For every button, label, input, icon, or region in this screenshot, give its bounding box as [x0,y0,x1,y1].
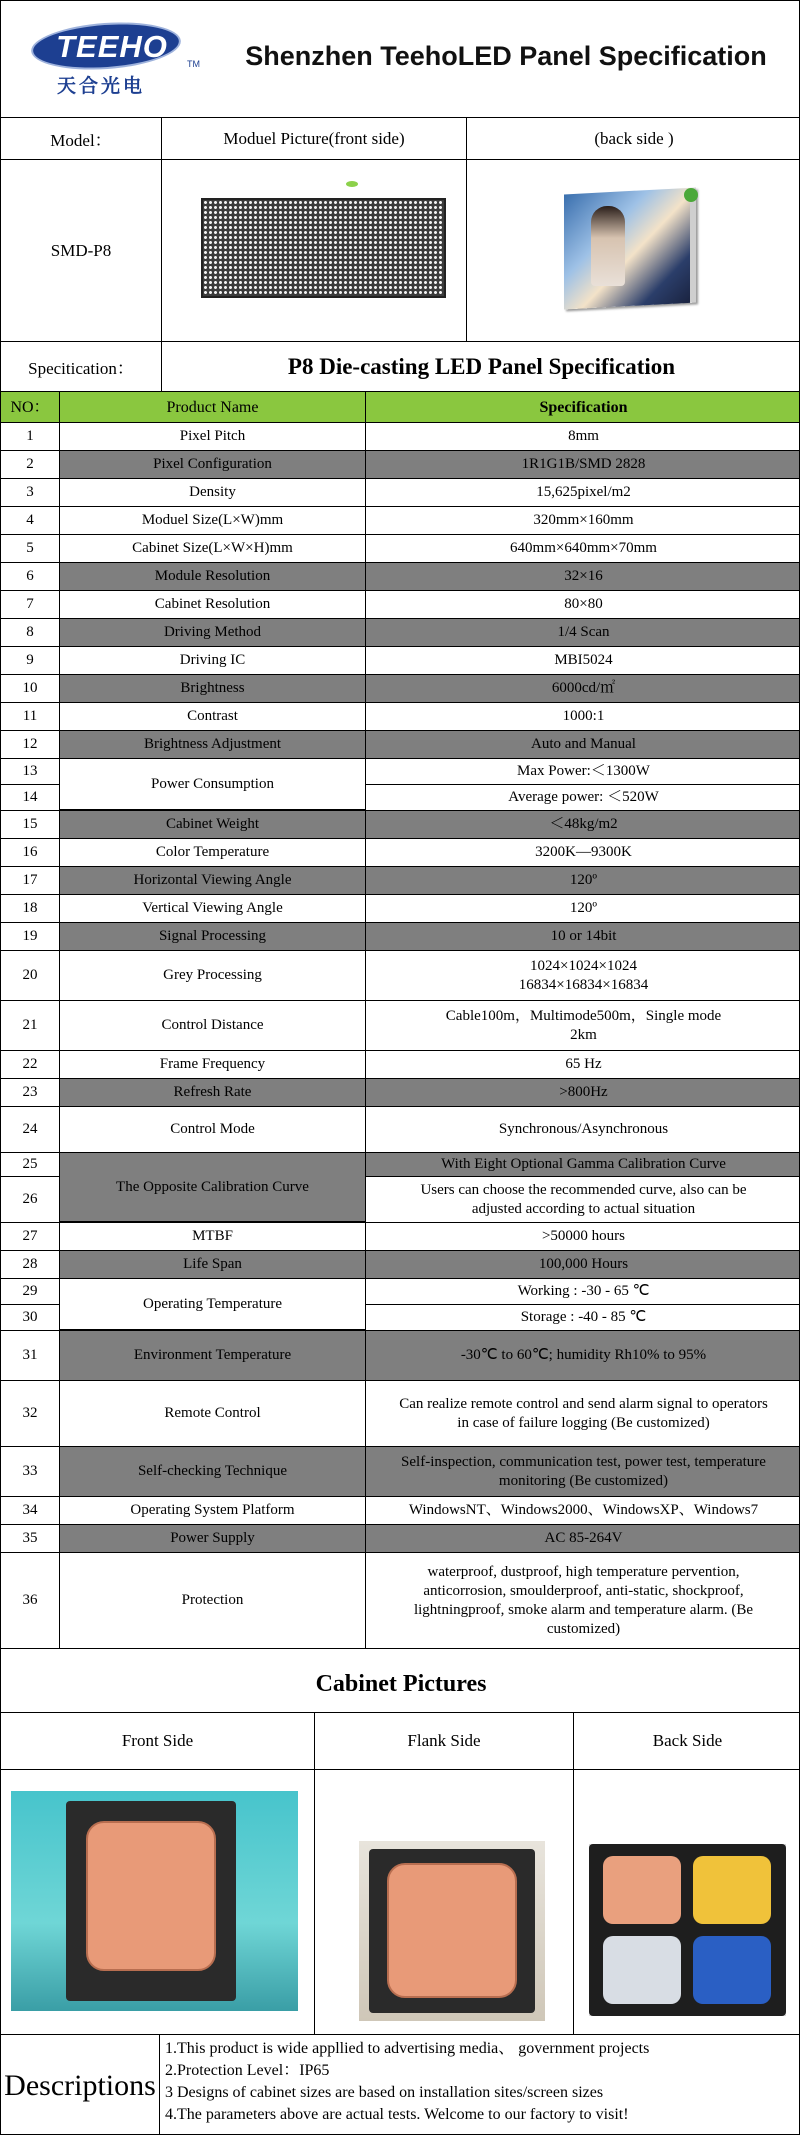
row-product-name: Signal Processing [59,923,365,950]
row-specification: >800Hz [365,1079,800,1106]
row-number: 15 [22,816,38,832]
row-number: 27 [22,1228,38,1244]
row-specification: 1024×1024×1024 16834×16834×16834 [365,951,800,1000]
row-specification: Self-inspection, communication test, power test, temperature monitoring (Be customized) [365,1447,800,1496]
descriptions-label: Descriptions [4,2068,156,2102]
row-specification: 6000cd/㎡ [365,675,800,702]
row-product-name: Control Distance [59,1001,365,1050]
row-specification: MBI5024 [365,647,800,674]
row-specification: 120º [365,867,800,894]
row-number: 24 [22,1121,38,1137]
row-specification: >50000 hours [365,1223,800,1250]
row-product-name: Driving IC [59,647,365,674]
logo-tm: TM [187,59,200,69]
back-side-label: (back side ) [466,118,800,160]
row-number: 35 [22,1530,38,1546]
led-module-back-image [564,188,696,310]
row-number: 14 [22,789,38,805]
row-specification: AC 85-264V [365,1525,800,1552]
row-specification: 3200K—9300K [365,839,800,866]
row-specification: Users can choose the recommended curve, also can be adjusted according to actual situation [365,1177,800,1222]
row-product-name: Cabinet Size(L×W×H)mm [59,535,365,562]
back-image-figure [591,206,625,286]
row-product-name: Pixel Configuration [59,451,365,478]
row-specification: 8mm [365,423,800,450]
row-specification: Can realize remote control and send alarm signal to operators in case of failure logging (Be customized) [365,1381,800,1446]
cabinet-front-photo [11,1791,298,2011]
row-product-name: Power Consumption [59,759,365,810]
row-product-name: Module Resolution [59,563,365,590]
header-specification: Specification [365,392,800,422]
row-product-name: Operating System Platform [59,1497,365,1524]
row-product-name: Control Mode [59,1107,365,1152]
row-specification: 80×80 [365,591,800,618]
back-image-badge [684,188,698,202]
row-specification: ＜48kg/m2 [365,811,800,838]
row-product-name: Environment Temperature [59,1331,365,1380]
row-product-name: Life Span [59,1251,365,1278]
row-specification: 10 or 14bit [365,923,800,950]
row-number: 34 [22,1502,38,1518]
front-side-label: Moduel Picture(front side) [161,118,466,160]
row-product-name: Color Temperature [59,839,365,866]
row-number: 9 [26,652,34,668]
row-specification: With Eight Optional Gamma Calibration Curve [365,1153,800,1176]
row-specification: 640mm×640mm×70mm [365,535,800,562]
row-specification: 120º [365,895,800,922]
row-product-name: MTBF [59,1223,365,1250]
row-number: 13 [22,763,38,779]
model-label: Model： [1,118,161,160]
row-number: 2 [26,456,34,472]
row-specification: 100,000 Hours [365,1251,800,1278]
row-number: 12 [22,736,38,752]
row-product-name: Brightness [59,675,365,702]
row-specification: Max Power:＜1300W [365,759,800,784]
row-product-name: Brightness Adjustment [59,731,365,758]
row-specification: Storage : -40 - 85 ℃ [365,1305,800,1330]
row-number: 23 [22,1084,38,1100]
cabinet-flank-label: Flank Side [314,1713,573,1770]
row-specification: 1000:1 [365,703,800,730]
cabinet-back-photo [589,1844,786,2016]
row-specification: -30℃ to 60℃; humidity Rh10% to 95% [365,1331,800,1380]
page-title: Shenzhen TeehoLED Panel Specification [245,41,767,71]
row-product-name: Contrast [59,703,365,730]
header-product-name: Product Name [59,392,365,422]
description-line-4: 4.The parameters above are actual tests. Welcome to our factory to visit! [165,2106,629,2123]
row-number: 26 [22,1191,38,1207]
row-specification: 65 Hz [365,1051,800,1078]
row-product-name: Refresh Rate [59,1079,365,1106]
row-specification: Auto and Manual [365,731,800,758]
row-product-name: Horizontal Viewing Angle [59,867,365,894]
indicator-dot [346,181,358,187]
teeho-logo [27,23,207,103]
row-specification: 1R1G1B/SMD 2828 [365,451,800,478]
row-number: 16 [22,844,38,860]
row-number: 28 [22,1256,38,1272]
row-number: 11 [22,708,38,724]
row-product-name: Frame Frequency [59,1051,365,1078]
row-product-name: Driving Method [59,619,365,646]
table-row [1,785,800,811]
row-specification: Working : -30 - 65 ℃ [365,1279,800,1304]
row-number: 8 [26,624,34,640]
row-number: 10 [22,680,38,696]
row-number: 6 [26,568,34,584]
description-line-3: 3 Designs of cabinet sizes are based on installation sites/screen sizes [165,2084,604,2101]
row-specification: 15,625pixel/m2 [365,479,800,506]
row-number: 19 [22,928,38,944]
row-product-name: Vertical Viewing Angle [59,895,365,922]
row-product-name: Cabinet Resolution [59,591,365,618]
row-product-name: Self-checking Technique [59,1447,365,1496]
logo-word: TEEHO [56,29,168,64]
row-number: 22 [22,1056,38,1072]
row-product-name: Remote Control [59,1381,365,1446]
row-number: 20 [22,967,38,983]
cabinet-flank-photo [359,1841,545,2021]
page-header [1,1,800,118]
led-module-front-image [201,198,446,298]
row-product-name: Grey Processing [59,951,365,1000]
model-value: SMD-P8 [1,160,161,342]
row-product-name: Pixel Pitch [59,423,365,450]
row-number: 32 [22,1405,38,1421]
row-specification: waterproof, dustproof, high temperature pervention, anticorrosion, smoulderproof, anti-static, shockproof, lightningproof, smoke alarm and temperature alarm. (Be customized) [365,1553,800,1648]
row-specification: WindowsNT、Windows2000、WindowsXP、Windows7 [365,1497,800,1524]
cabinet-back-label: Back Side [573,1713,800,1770]
row-product-name: Density [59,479,365,506]
row-product-name: The Opposite Calibration Curve [59,1153,365,1222]
row-specification: Average power: ＜520W [365,785,800,810]
row-specification: 320mm×160mm [365,507,800,534]
row-specification: 32×16 [365,563,800,590]
row-number: 33 [22,1463,38,1479]
specification-title: P8 Die-casting LED Panel Specification [161,342,800,392]
row-product-name: Protection [59,1553,365,1648]
row-product-name: Cabinet Weight [59,811,365,838]
row-specification: 1/4 Scan [365,619,800,646]
row-number: 5 [26,540,34,556]
row-product-name: Moduel Size(L×W)mm [59,507,365,534]
specification-label: Specitication： [1,342,161,392]
header-no: NO： [10,398,50,416]
row-number: 1 [26,428,34,444]
row-number: 3 [26,484,34,500]
row-product-name: Power Supply [59,1525,365,1552]
description-line-2: 2.Protection Level：IP65 [165,2062,330,2079]
cabinet-title: Cabinet Pictures [1,1656,800,1713]
logo-chinese-name: 天合光电 [57,75,146,97]
row-number: 17 [22,872,38,888]
row-number: 4 [26,512,34,528]
row-number: 29 [22,1283,38,1299]
row-number: 21 [22,1017,38,1033]
row-product-name: Operating Temperature [59,1279,365,1330]
table-row [1,1305,800,1331]
table-header [1,392,800,423]
row-number: 30 [22,1309,38,1325]
description-line-1: 1.This product is wide appllied to advertising media、 government projects [165,2040,650,2057]
table-row [1,1177,800,1223]
row-number: 31 [22,1347,38,1363]
row-number: 7 [26,596,34,612]
row-number: 36 [22,1592,38,1608]
row-number: 18 [22,900,38,916]
row-specification: Synchronous/Asynchronous [365,1107,800,1152]
row-specification: Cable100m，Multimode500m，Single mode 2km [365,1001,800,1050]
cabinet-front-label: Front Side [1,1713,314,1770]
row-number: 25 [22,1156,38,1172]
